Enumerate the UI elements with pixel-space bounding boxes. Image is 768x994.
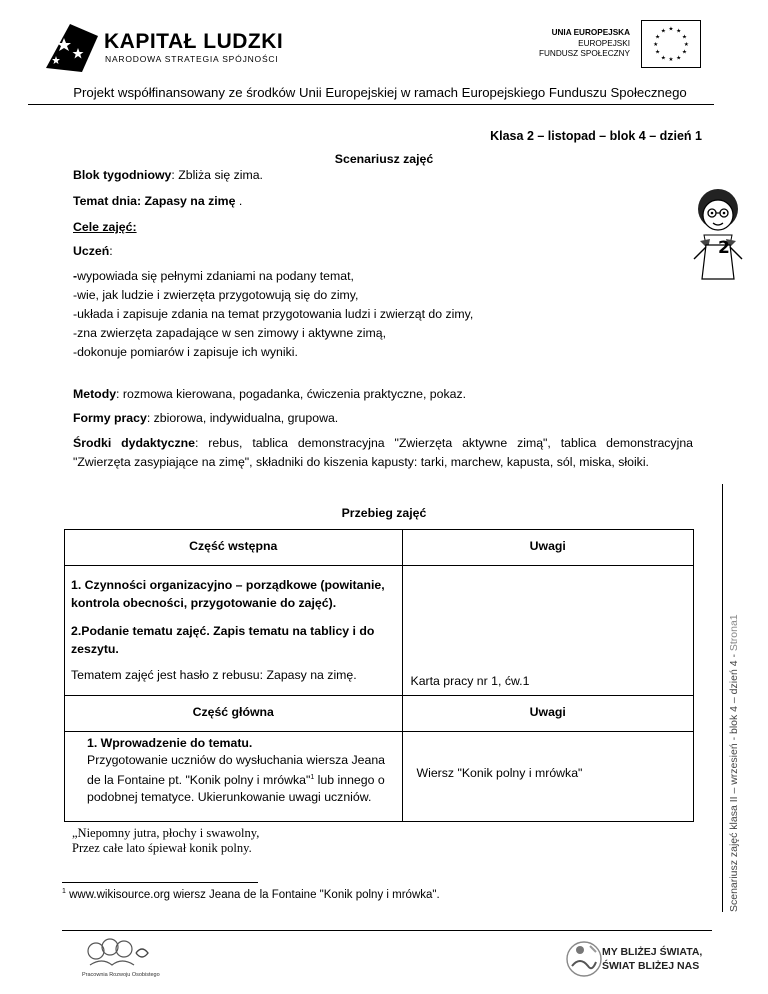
blok-line bbox=[73, 167, 693, 185]
formy-label: Formy pracy bbox=[73, 411, 147, 425]
formy-value: : zbiorowa, indywidualna, grupowa. bbox=[146, 411, 339, 425]
uczen-value: : bbox=[109, 244, 113, 258]
mascot-number: 2 bbox=[718, 238, 730, 258]
metody-label: Metody bbox=[73, 387, 117, 401]
mbs-line: MY BLIŻEJ ŚWIATA, bbox=[602, 946, 703, 958]
part2-header: Część główna bbox=[65, 696, 403, 732]
note-text: Karta pracy nr 1, ćw.1 bbox=[410, 674, 530, 689]
svg-text:★: ★ bbox=[655, 49, 661, 56]
blok-label: Blok tygodniowy bbox=[73, 168, 172, 182]
sidebar-part-a: Scenariusz zajęć klasa II – wrzesień - blok 4 – dzień 4 - bbox=[728, 651, 740, 912]
objective-item: -układa i zapisuje zdania na temat przygotowania ludzi i zwierząt do zimy, bbox=[73, 307, 474, 321]
main1-notes bbox=[402, 732, 694, 822]
sidebar bbox=[722, 484, 744, 912]
eu-text bbox=[520, 28, 630, 60]
part1-cell bbox=[65, 566, 403, 696]
svg-text:★: ★ bbox=[655, 34, 661, 41]
part1-header: Część wstępna bbox=[65, 530, 403, 566]
list-item: 2.Podanie tematu zajęć. Zapis tematu na tablicy i do zeszytu. bbox=[71, 624, 375, 656]
list-item: Tematem zajęć jest hasło z rebusu: Zapasy na zimę. bbox=[71, 668, 357, 682]
objectives-list bbox=[73, 267, 693, 362]
metody-line bbox=[73, 386, 693, 404]
footnote-divider bbox=[62, 882, 258, 883]
srodki-label: Środki dydaktyczne bbox=[73, 436, 195, 450]
poem-line: Przez całe lato śpiewał konik polny. bbox=[72, 841, 252, 855]
main1-title: 1. Wprowadzenie do tematu. bbox=[87, 736, 253, 750]
table-row bbox=[65, 566, 694, 696]
footnote-text: www.wikisource.org wiersz Jeana de la Fontaine "Konik polny i mrówka". bbox=[69, 889, 440, 901]
class-info: Klasa 2 – listopad – blok 4 – dzień 1 bbox=[490, 129, 702, 143]
page-title: Scenariusz zajęć bbox=[334, 152, 434, 166]
table-row bbox=[65, 696, 694, 732]
svg-text:★: ★ bbox=[681, 34, 687, 41]
objective-item bbox=[73, 267, 693, 286]
logo-title: KAPITAŁ LUDZKI bbox=[104, 30, 284, 53]
eu-line-1: UNIA EUROPEJSKA bbox=[551, 28, 630, 37]
logo-subtitle: NARODOWA STRATEGIA SPÓJNOŚCI bbox=[105, 54, 279, 64]
poem-line: „Niepomny jutra, płochy i swawolny, bbox=[72, 826, 260, 840]
header-divider bbox=[28, 104, 714, 105]
mbs-text bbox=[602, 945, 702, 973]
footnote bbox=[62, 887, 440, 904]
self-logo-icon bbox=[82, 935, 162, 987]
svg-text:★: ★ bbox=[653, 41, 659, 48]
metody-value: : rozmowa kierowana, pogadanka, ćwiczenia praktyczne, pokaz. bbox=[116, 387, 467, 401]
self-caption: Pracownia Rozwoju Osobistego bbox=[82, 972, 160, 978]
eu-line-3: FUNDUSZ SPOŁECZNY bbox=[539, 49, 630, 59]
cele-line bbox=[73, 219, 693, 237]
blok-value: : Zbliża się zima. bbox=[171, 168, 263, 182]
svg-text:★: ★ bbox=[676, 55, 682, 62]
uwagi-header: Uwagi bbox=[402, 530, 694, 566]
eu-line-2: EUROPEJSKI bbox=[578, 38, 630, 48]
main1-cell bbox=[65, 732, 403, 822]
svg-text:★: ★ bbox=[676, 28, 682, 35]
objective-text: wypowiada się pełnymi zdaniami na podany temat, bbox=[77, 269, 354, 283]
objective-item: -dokonuje pomiarów i zapisuje ich wyniki. bbox=[73, 345, 298, 359]
svg-text:★: ★ bbox=[668, 26, 674, 33]
sidebar-page: Strona1 bbox=[728, 614, 740, 652]
objective-item: -zna zwierzęta zapadające w sen zimowy i aktywne zimą, bbox=[73, 326, 387, 340]
svg-text:★: ★ bbox=[668, 57, 674, 64]
main1-text bbox=[87, 752, 394, 806]
svg-text:★: ★ bbox=[683, 41, 689, 48]
svg-text:★: ★ bbox=[660, 55, 666, 62]
footnote-ref: 1 bbox=[310, 774, 315, 781]
footnote-number: 1 bbox=[62, 888, 66, 895]
table-row bbox=[65, 732, 694, 822]
srodki-line bbox=[73, 434, 693, 472]
temat-label: Temat dnia: Zapasy na zimę bbox=[73, 194, 236, 208]
uwagi-header-2: Uwagi bbox=[402, 696, 694, 732]
objective-dash: - bbox=[73, 269, 78, 283]
przebieg-title: Przebieg zajęć bbox=[341, 506, 427, 520]
note-text: Wiersz "Konik polny i mrówka" bbox=[416, 766, 583, 780]
lesson-table bbox=[64, 529, 694, 822]
poem-excerpt bbox=[72, 826, 259, 856]
table-row bbox=[65, 530, 694, 566]
temat-value: . bbox=[235, 194, 243, 208]
mbs-line: ŚWIAT BLIŻEJ NAS bbox=[602, 960, 700, 973]
svg-text:★: ★ bbox=[681, 49, 687, 56]
uczen-label: Uczeń bbox=[73, 244, 110, 258]
main1-text-b: lub innego o podobnej tematyce. Ukierunkowanie uwagi uczniów. bbox=[87, 773, 385, 805]
srodki-value: : rebus, tablica demonstracyjna "Zwierzęta aktywne zimą", tablica demonstracyjna "Zwierzęta zasypiające na zimę", składniki do kiszenia kapusty: tarki, marchew, kapusta, sól, miska, słoiki. bbox=[73, 436, 693, 469]
formy-line bbox=[73, 410, 693, 428]
footer-divider bbox=[62, 930, 712, 931]
list-item: 1. Czynności organizacyjno – porządkowe (powitanie, kontrola obecności, przygotowanie do zajęć). bbox=[71, 578, 385, 610]
eu-flag-icon bbox=[641, 20, 701, 68]
project-line: Projekt współfinansowany ze środków Unii Europejskiej w ramach Europejskiego Funduszu Społecznego bbox=[73, 85, 687, 100]
uczen-line bbox=[73, 243, 693, 261]
cele-label: Cele zajęć: bbox=[73, 220, 137, 234]
temat-line bbox=[73, 193, 693, 211]
svg-text:★: ★ bbox=[660, 28, 666, 35]
objective-item: -wie, jak ludzie i zwierzęta przygotowują się do zimy, bbox=[73, 288, 359, 302]
main1-text-a: Przygotowanie uczniów do wysłuchania wiersza Jeana de la Fontaine pt. "Konik polny i mrówka" bbox=[87, 753, 386, 788]
part1-notes bbox=[402, 566, 694, 696]
kapital-ludzki-logo bbox=[42, 18, 102, 76]
